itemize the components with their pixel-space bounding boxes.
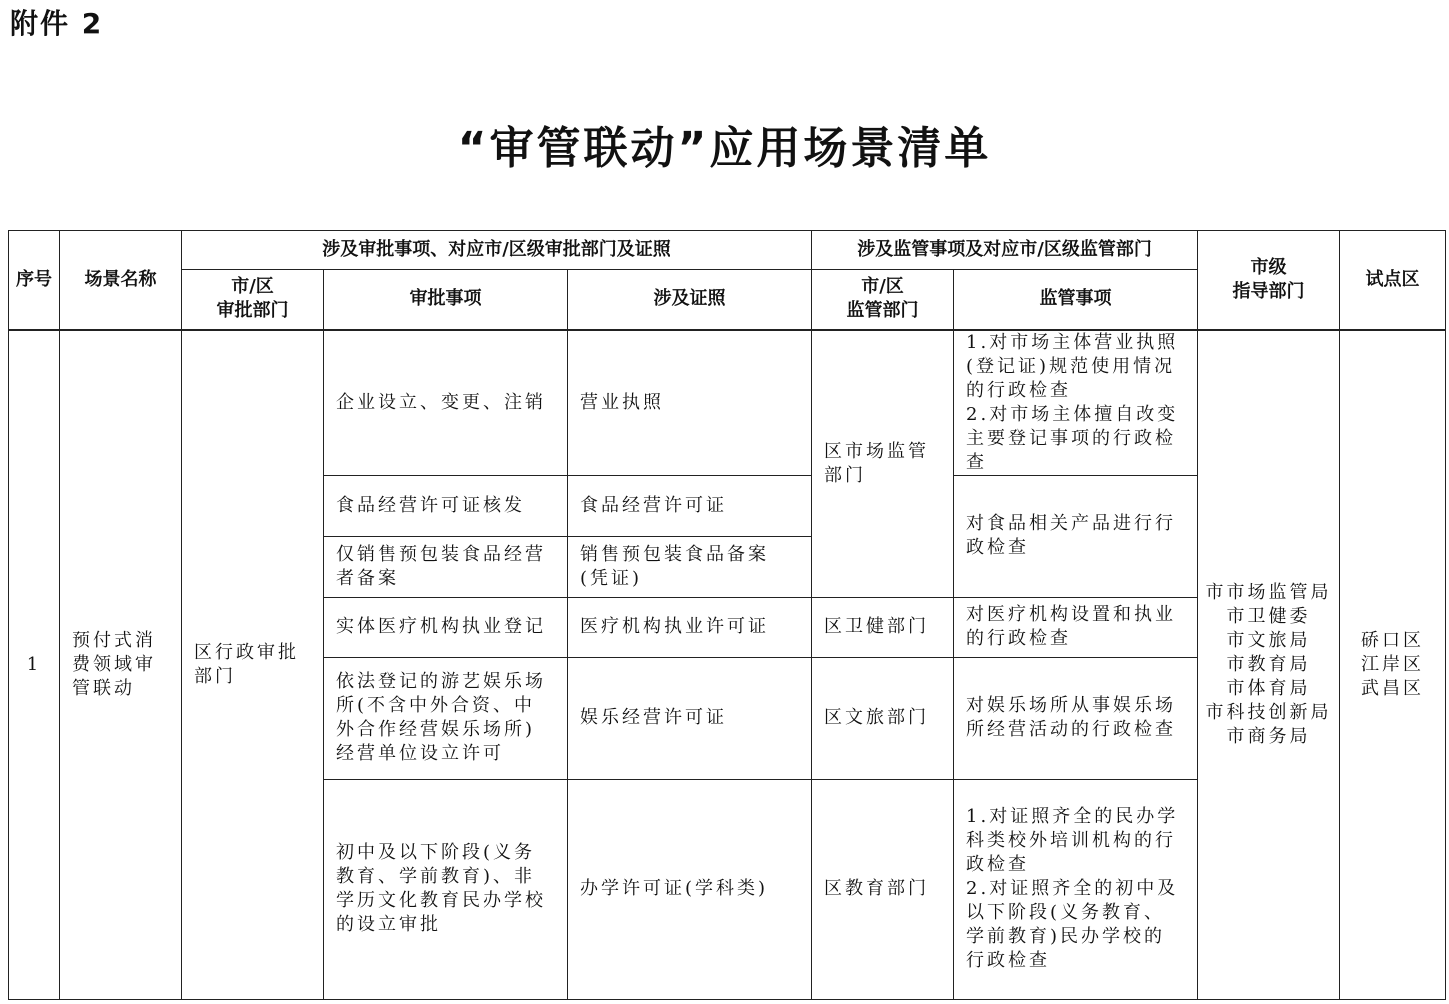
supervision-dept: 区文旅部门 — [824, 707, 930, 728]
city-guide-dept: 市文旅局 — [1226, 629, 1311, 651]
supervision-dept-cell — [812, 597, 954, 657]
supervision-dept: 区市场监管部门 — [824, 440, 930, 486]
license-cell — [568, 536, 812, 597]
header-city-guide-line1: 市级 — [1250, 256, 1287, 278]
header-supervision-dept-line2: 监管部门 — [846, 300, 919, 322]
pilot-cell — [1340, 330, 1446, 1000]
supervision-dept-cell — [812, 657, 954, 779]
approval-item-cell — [324, 475, 568, 536]
supervision-item: 对医疗机构设置和执业的行政检查 — [966, 604, 1177, 649]
approval-item-cell — [324, 330, 568, 476]
approval-item-cell — [324, 597, 568, 657]
header-scene-name: 场景名称 — [60, 231, 182, 330]
supervision-item-cell — [954, 475, 1198, 597]
supervision-item: 1.对市场主体营业执照(登记证)规范使用情况的行政检查 — [966, 331, 1179, 401]
license: 医疗机构执业许可证 — [580, 616, 769, 637]
city-guide-dept: 市卫健委 — [1226, 605, 1311, 627]
city-guide-dept: 市体育局 — [1226, 677, 1311, 699]
header-approval-dept-line2: 审批部门 — [216, 300, 289, 322]
supervision-item: 对娱乐场所从事娱乐场所经营活动的行政检查 — [966, 695, 1177, 740]
header-approval-group: 涉及审批事项、对应市/区级审批部门及证照 — [182, 231, 812, 270]
header-city-guide-line2: 指导部门 — [1232, 280, 1305, 302]
city-guide-cell — [1198, 330, 1340, 1000]
approval-item: 实体医疗机构执业登记 — [336, 616, 546, 637]
pilot-district: 江岸区 — [1361, 653, 1425, 675]
license-cell — [568, 597, 812, 657]
header-approval-item: 审批事项 — [324, 270, 568, 330]
approval-item-cell — [324, 779, 568, 999]
approval-item: 仅销售预包装食品经营者备案 — [336, 543, 546, 589]
license-cell — [568, 330, 812, 476]
header-license: 涉及证照 — [568, 270, 812, 330]
city-guide-dept: 市科技创新局 — [1205, 701, 1332, 723]
approval-item: 依法登记的游艺娱乐场所(不含中外合资、中外合作经营娱乐场所)经营单位设立许可 — [336, 671, 546, 764]
scene-name-cell — [60, 330, 182, 1000]
header-approval-dept — [182, 270, 324, 330]
license: 办学许可证(学科类) — [580, 878, 769, 899]
approval-dept: 区行政审批部门 — [194, 641, 299, 687]
approval-item-cell — [324, 657, 568, 779]
pilot-district: 武昌区 — [1361, 677, 1425, 699]
city-guide-dept: 市教育局 — [1226, 653, 1311, 675]
supervision-item-cell — [954, 597, 1198, 657]
page-title: “审管联动”应用场景清单 — [457, 123, 992, 174]
approval-item-cell — [324, 536, 568, 597]
header-pilot: 试点区 — [1340, 231, 1446, 330]
supervision-item: 2.对市场主体擅自改变主要登记事项的行政检查 — [966, 403, 1179, 473]
scene-name: 预付式消费领域审管联动 — [72, 629, 156, 699]
license: 营业执照 — [580, 391, 664, 413]
license-cell — [568, 779, 812, 999]
supervision-item: 1.对证照齐全的民办学科类校外培训机构的行政检查 — [966, 806, 1179, 875]
license-cell — [568, 475, 812, 536]
supervision-item-cell — [954, 779, 1198, 999]
supervision-item-cell — [954, 330, 1198, 476]
header-row-1 — [9, 231, 1446, 270]
approval-item: 初中及以下阶段(义务教育、学前教育)、非学历文化教育民办学校的设立审批 — [336, 842, 546, 935]
header-index: 序号 — [9, 231, 60, 330]
supervision-dept: 区教育部门 — [824, 878, 930, 899]
city-guide-dept: 市市场监管局 — [1205, 581, 1332, 603]
approval-item: 食品经营许可证核发 — [336, 494, 525, 516]
city-guide-dept: 市商务局 — [1226, 725, 1311, 747]
license: 销售预包装食品备案(凭证) — [580, 543, 769, 589]
supervision-dept-cell — [812, 330, 954, 598]
supervision-item-cell — [954, 657, 1198, 779]
header-supervision-dept — [812, 270, 954, 330]
supervision-dept-cell — [812, 779, 954, 999]
approval-item: 企业设立、变更、注销 — [336, 391, 546, 413]
license-cell — [568, 657, 812, 779]
header-supervision-item: 监管事项 — [954, 270, 1198, 330]
row-index: 1 — [9, 330, 60, 1000]
pilot-district: 硚口区 — [1361, 629, 1425, 651]
header-supervision-dept-line1: 市/区 — [861, 276, 904, 298]
license: 食品经营许可证 — [580, 494, 727, 516]
license: 娱乐经营许可证 — [580, 707, 727, 728]
attachment-label: 附件 2 — [10, 7, 104, 40]
header-city-guide — [1198, 231, 1340, 330]
header-approval-dept-line1: 市/区 — [231, 276, 274, 298]
scene-table — [8, 230, 1446, 1000]
supervision-item: 2.对证照齐全的初中及以下阶段(义务教育、学前教育)民办学校的行政检查 — [966, 878, 1179, 971]
supervision-item: 对食品相关产品进行行政检查 — [966, 513, 1177, 558]
header-supervision-group: 涉及监管事项及对应市/区级监管部门 — [812, 231, 1198, 270]
supervision-dept: 区卫健部门 — [824, 616, 930, 637]
table-row — [9, 330, 1446, 476]
approval-dept-cell — [182, 330, 324, 1000]
